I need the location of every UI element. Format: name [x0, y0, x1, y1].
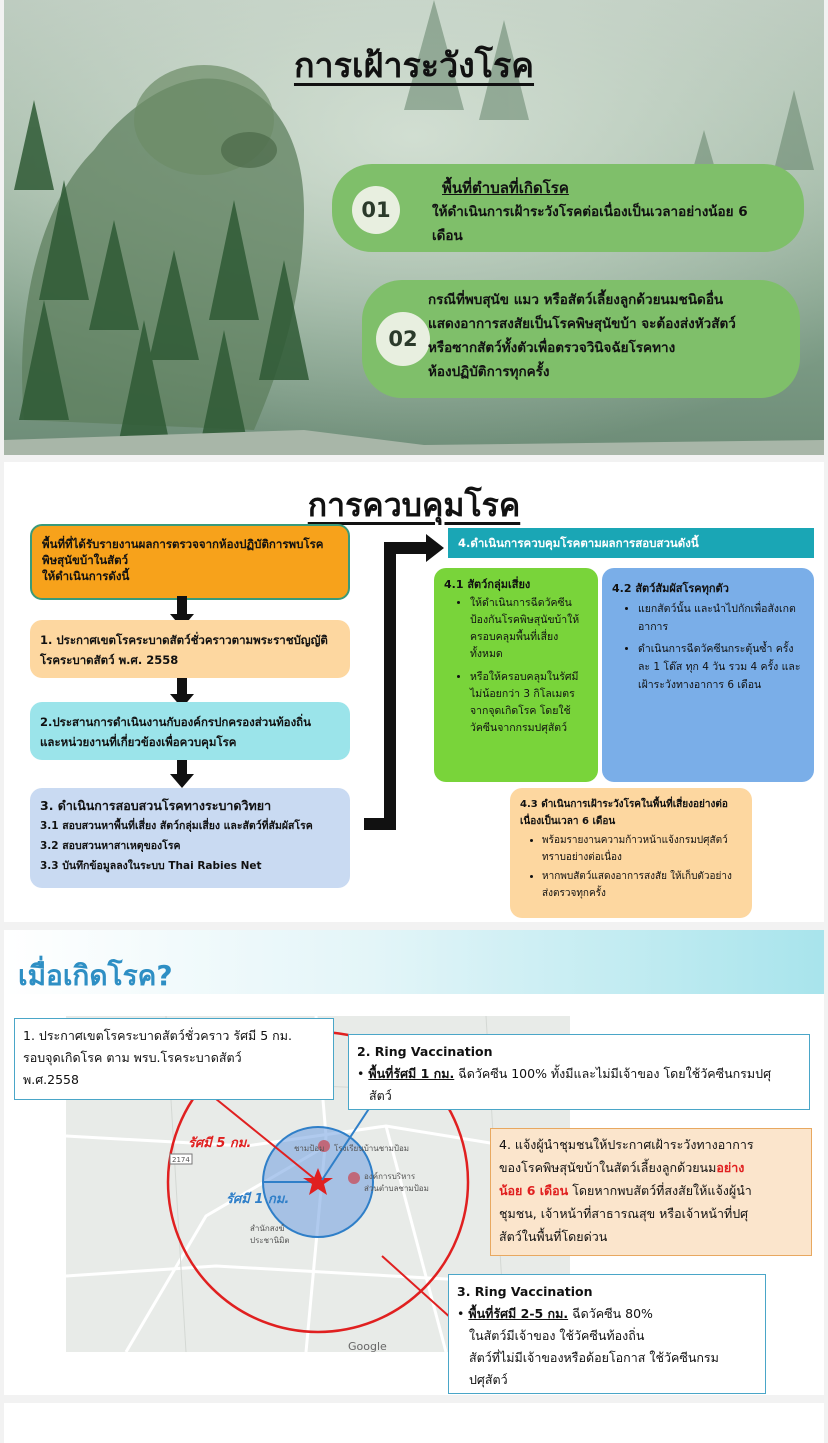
item-02-line-2: แสดงอาการสงสัยเป็นโรคพิษสุนัขบ้า จะต้องส่งหัวสัตว์ — [428, 316, 736, 332]
box-4-3-bullet-2: • หากพบสัตว์แสดงอาการสงสัย ให้เก็บตัวอย่างส่งตรวจทุกครั้ง — [542, 868, 742, 902]
number-badge-01: 01 — [352, 186, 400, 234]
callout-2 — [348, 1034, 810, 1110]
callout-3-line-4: ปศุสัตว์ — [469, 1372, 508, 1387]
poi-label-1: ชามป้อม — [294, 1144, 325, 1153]
slide-outbreak — [4, 930, 824, 1395]
box-4-2-title: 4.2 สัตว์สัมผัสโรคทุกตัว — [612, 582, 729, 595]
box-4-2-list — [612, 600, 804, 694]
callout-2-body: • พื้นที่รัศมี 1 กม. ฉีดวัคซีน 100% ทั้งมีและไม่มีเจ้าของ โดยใช้วัคซีนกรมปศุ — [357, 1066, 772, 1081]
callout-4-red-1: อย่าง — [716, 1160, 745, 1175]
step-2-box — [30, 702, 350, 760]
step-3-box — [30, 788, 350, 888]
box-4-2 — [602, 568, 814, 782]
step-1-line-2: โรคระบาดสัตว์ พ.ศ. 2558 — [40, 653, 179, 667]
callout-3-line-2: ในสัตว์มีเจ้าของ ใช้วัคซีนท้องถิ่น — [469, 1328, 645, 1343]
callout-4-line-5: สัตว์ในพื้นที่โดยด่วน — [499, 1229, 608, 1244]
callout-1-line-1: 1. ประกาศเขตโรคระบาดสัตว์ชั่วคราว รัศมี 5 กม. — [23, 1028, 292, 1043]
box-4-1-title: 4.1 สัตว์กลุ่มเสี่ยง — [444, 578, 531, 591]
callout-3-title: 3. Ring Vaccination — [457, 1284, 593, 1299]
callout-4-line-4: ชุมชน, เจ้าหน้าที่สาธารณสุข หรือเจ้าหน้าที่ปศุ — [499, 1206, 749, 1221]
callout-1-line-2: รอบจุดเกิดโรค ตาม พรบ.โรคระบาดสัตว์ — [23, 1050, 242, 1065]
callout-3-underlined: พื้นที่รัศมี 2-5 กม. — [468, 1306, 569, 1321]
item-01-heading: พื้นที่ตำบลที่เกิดโรค — [442, 179, 569, 197]
box-4-3-list — [520, 832, 742, 902]
number-badge-02: 02 — [376, 312, 430, 366]
callout-3 — [448, 1274, 766, 1394]
item-01-body-2: เดือน — [432, 228, 463, 244]
callout-2-rest: ฉีดวัคซีน 100% ทั้งมีและไม่มีเจ้าของ โดยใช้วัคซีนกรมปศุ — [454, 1066, 772, 1081]
radius-5km-label: รัศมี 5 กม. — [188, 1136, 252, 1151]
callout-4-text: ของโรคพิษสุนัขบ้าในสัตว์เลี้ยงลูกด้วยนม — [499, 1160, 717, 1175]
box-4-2-bullet-2: • ดำเนินการฉีดวัคซีนกระตุ้นซ้ำ ครั้งละ 1 โด๊ส ทุก 4 วัน รวม 4 ครั้ง และเฝ้าระวังทางอาการ 6 เดือน — [638, 640, 804, 694]
box-4-1-bullet-1: • ให้ดำเนินการฉีดวัคซีนป้องกันโรคพิษสุนัขบ้าให้ครอบคลุมพื้นที่เสี่ยงทั้งหมด — [470, 595, 588, 663]
callout-4-line-3 — [499, 1179, 803, 1202]
item-01-text — [432, 176, 792, 248]
control-title: การควบคุมโรค — [307, 486, 521, 524]
callout-2-line-2: สัตว์ — [369, 1088, 392, 1103]
box-4-3-title: 4.3 ดำเนินการเฝ้าระวังโรคในพื้นที่เสี่ยงอย่างต่อเนื่องเป็นเวลา 6 เดือน — [520, 799, 728, 827]
step-3-sub-1: 3.1 สอบสวนหาพื้นที่เสี่ยง สัตว์กลุ่มเสี่ยง และสัตว์ที่สัมผัสโรค — [40, 820, 313, 832]
arrow-down-icon — [170, 756, 194, 790]
callout-3-line-3: สัตว์ที่ไม่มีเจ้าของหรือด้อยโอกาส ใช้วัคซีนกรม — [469, 1350, 719, 1365]
callout-4-line-1: 4. แจ้งผู้นำชุมชนให้ประกาศเฝ้าระวังทางอาการ — [499, 1137, 754, 1152]
item-02-text — [428, 288, 798, 384]
item-01-body-1: ให้ดำเนินการเฝ้าระวังโรคต่อเนื่องเป็นเวลาอย่างน้อย 6 — [432, 204, 748, 220]
box-4-3-bullet-1: • พร้อมรายงานความก้าวหน้าแจ้งกรมปศุสัตว์ทราบอย่างต่อเนื่อง — [542, 832, 742, 866]
next-slide-partial — [4, 1403, 824, 1443]
callout-2-underlined: พื้นที่รัศมี 1 กม. — [368, 1066, 455, 1081]
callout-3-body: • พื้นที่รัศมี 2-5 กม. ฉีดวัคซีน 80% — [457, 1306, 653, 1321]
callout-1-line-3: พ.ศ.2558 — [23, 1072, 79, 1087]
callout-2-title: 2. Ring Vaccination — [357, 1044, 493, 1059]
step-3-sub-3: 3.3 บันทึกข้อมูลลงในระบบ Thai Rabies Net — [40, 860, 262, 872]
poi-label-6: ประชานิมิต — [250, 1236, 290, 1245]
box-4-1-list — [444, 595, 588, 737]
callout-3-rest: ฉีดวัคซีน 80% — [568, 1306, 653, 1321]
item-02-line-1: กรณีที่พบสุนัข แมว หรือสัตว์เลี้ยงลูกด้วยนมชนิดอื่น — [428, 292, 724, 308]
box-4-2-bullet-1: • แยกสัตว์นั้น และนำไปกักเพื่อสังเกตอาการ — [638, 600, 804, 636]
poi-label-5: สำนักสงฆ์ — [250, 1224, 285, 1233]
step-1-line-1: 1. ประกาศเขตโรคระบาดสัตว์ชั่วคราวตามพระราชบัญญัติ — [40, 633, 328, 647]
step-3-sub-2: 3.2 สอบสวนหาสาเหตุของโรค — [40, 840, 181, 852]
radius-1km-label: รัศมี 1 กม. — [226, 1192, 290, 1207]
box-4-3 — [510, 788, 752, 918]
step-1-box — [30, 620, 350, 678]
poi-label-2: โรงเรียนบ้านชามป้อม — [334, 1144, 410, 1153]
reported-area-box — [30, 524, 350, 600]
step-2-line-1: 2.ประสานการดำเนินงานกับองค์กรปกครองส่วนท้องถิ่น — [40, 715, 312, 729]
box-4-1-bullet-2: • หรือให้ครอบคลุมในรัศมีไม่น้อยกว่า 3 กิโลเมตร จากจุดเกิดโรค โดยใช้วัคซีนจากกรมปศุสัตว์ — [470, 669, 588, 737]
outbreak-title: เมื่อเกิดโรค? — [18, 959, 173, 992]
poi-label-3: องค์การบริหาร — [364, 1172, 416, 1181]
step-2-line-2: และหน่วยงานที่เกี่ยวข้องเพื่อควบคุมโรค — [40, 735, 237, 749]
road-label: 2174 — [172, 1156, 190, 1164]
box-4-1 — [434, 568, 598, 782]
page-title: การเฝ้าระวังโรค — [293, 46, 535, 86]
poi-label-4: ส่วนตำบลชามป้อม — [364, 1184, 429, 1193]
callout-4-red-2: น้อย 6 เดือน — [499, 1183, 569, 1198]
item-02-line-3: หรือซากสัตว์ทั้งตัวเพื่อตรวจวินิจฉัยโรคทาง — [428, 340, 676, 356]
callout-4-line-2 — [499, 1156, 803, 1179]
step-4-header: 4.ดำเนินการควบคุมโรคตามผลการสอบสวนดังนี้ — [448, 528, 814, 558]
callout-1 — [14, 1018, 334, 1100]
callout-4-text-2: โดยหากพบสัตว์ที่สงสัยให้แจ้งผู้นำ — [568, 1183, 752, 1198]
google-logo: Google — [348, 1340, 387, 1353]
step-3-title: 3. ดำเนินการสอบสวนโรคทางระบาดวิทยา — [40, 798, 272, 813]
item-02-line-4: ห้องปฏิบัติการทุกครั้ง — [428, 364, 550, 380]
slide-surveillance — [4, 0, 824, 455]
slide-control — [4, 462, 824, 922]
reported-area-line-2: พิษสุนัขบ้าในสัตว์ — [42, 553, 129, 567]
reported-area-line-3: ให้ดำเนินการดังนี้ — [42, 569, 130, 583]
reported-area-line-1: พื้นที่ที่ได้รับรายงานผลการตรวจจากห้องปฏิบัติการพบโรค — [42, 537, 324, 551]
callout-4 — [490, 1128, 812, 1256]
